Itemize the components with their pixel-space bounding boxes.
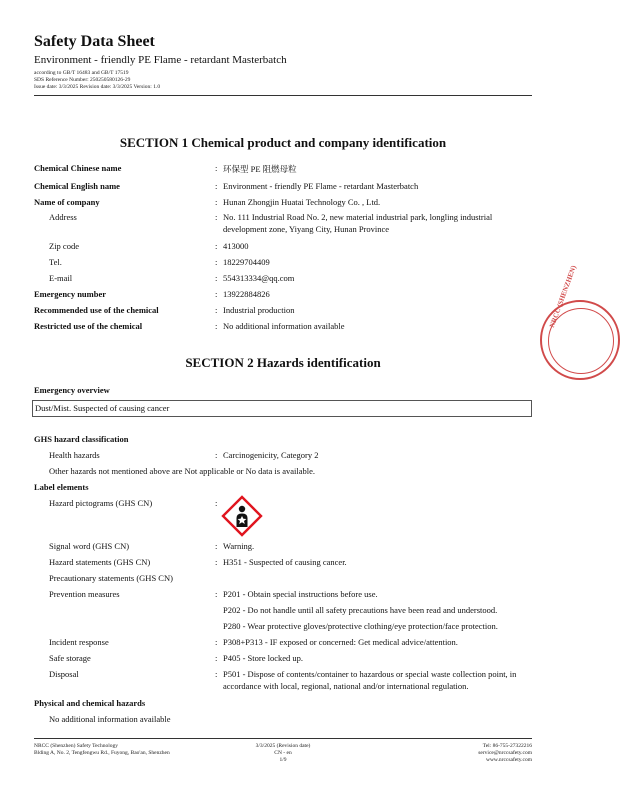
other-hazards-note: Other hazards not mentioned above are Not applicable or No data is available. bbox=[49, 466, 315, 476]
value-english-name: Environment - friendly PE Flame - retardant Masterbatch bbox=[223, 181, 419, 191]
value-company: Hunan Zhongjin Huatai Technology Co. , Ltd. bbox=[223, 197, 381, 207]
physchem-heading: Physical and chemical hazards bbox=[34, 698, 146, 708]
section1-title: SECTION 1 Chemical product and company identification bbox=[119, 135, 447, 150]
colon: : bbox=[215, 498, 218, 508]
colon: : bbox=[215, 637, 218, 647]
colon: : bbox=[215, 273, 218, 283]
colon: : bbox=[215, 557, 218, 567]
label-health-hazards: Health hazards bbox=[49, 450, 100, 460]
health-hazard-icon bbox=[222, 496, 262, 536]
value-prevention-p280: P280 - Wear protective gloves/protective clothing/eye protection/face protection. bbox=[223, 621, 498, 631]
document-title: Safety Data Sheet bbox=[34, 33, 155, 50]
footer-website[interactable]: www.nrccsafety.com bbox=[485, 757, 532, 763]
value-restricted-use: No additional information available bbox=[223, 321, 345, 331]
label-emergency-number: Emergency number bbox=[34, 289, 107, 299]
footer-revision-date: 3/3/2025 (Revision date) bbox=[255, 743, 311, 749]
colon: : bbox=[215, 289, 218, 299]
label-signal-word: Signal word (GHS CN) bbox=[49, 541, 130, 551]
footer-company: NRCC (Shenzhen) Safety Technology bbox=[34, 743, 118, 749]
seal-text: NRCC (SHENZHEN) bbox=[548, 264, 578, 329]
colon: : bbox=[215, 321, 218, 331]
colon: : bbox=[215, 669, 218, 679]
label-address: Address bbox=[49, 212, 77, 222]
label-pictograms: Hazard pictograms (GHS CN) bbox=[49, 498, 153, 508]
value-zip: 413000 bbox=[223, 241, 249, 251]
emergency-overview-box: Dust/Mist. Suspected of causing cancer bbox=[32, 400, 532, 417]
colon: : bbox=[215, 197, 218, 207]
label-disposal: Disposal bbox=[49, 669, 79, 679]
footer-address: Blding A, No. 2, Tengfengwu Rd., Fuyong, Bao'an, Shenzhen bbox=[34, 750, 170, 756]
meta-dates: Issue date: 3/3/2025 Revision date: 3/3/2025 Version: 1.0 bbox=[34, 84, 161, 90]
value-recommended-use: Industrial production bbox=[223, 305, 295, 315]
label-recommended-use: Recommended use of the chemical bbox=[34, 305, 159, 315]
value-chinese-name: 环保型 PE 阻燃母粒 bbox=[223, 164, 297, 174]
colon: : bbox=[215, 653, 218, 663]
value-tel: 18229704409 bbox=[223, 257, 270, 267]
value-prevention-p202: P202 - Do not handle until all safety precautions have been read and understood. bbox=[223, 605, 498, 615]
colon: : bbox=[215, 163, 218, 173]
document-subtitle: Environment - friendly PE Flame - retardant Masterbatch bbox=[34, 54, 287, 66]
meta-standard: according to GB/T 16483 and GB/T 17519 bbox=[34, 70, 129, 76]
label-hazard-statements: Hazard statements (GHS CN) bbox=[49, 557, 151, 567]
label-chinese-name: Chemical Chinese name bbox=[34, 163, 122, 173]
footer-tel: Tel: 86-755-27322216 bbox=[482, 743, 532, 749]
label-prevention: Prevention measures bbox=[49, 589, 120, 599]
label-tel: Tel. bbox=[49, 257, 62, 267]
value-email[interactable]: 554313334@qq.com bbox=[223, 273, 295, 283]
label-elements-heading: Label elements bbox=[34, 482, 89, 492]
value-physchem: No additional information available bbox=[49, 714, 171, 724]
value-health-hazards: Carcinogenicity, Category 2 bbox=[223, 450, 319, 460]
colon: : bbox=[215, 181, 218, 191]
colon: : bbox=[215, 212, 218, 222]
label-email: E-mail bbox=[49, 273, 73, 283]
colon: : bbox=[215, 257, 218, 267]
company-seal-stamp bbox=[540, 264, 620, 380]
colon: : bbox=[215, 305, 218, 315]
colon: : bbox=[215, 589, 218, 599]
value-signal-word: Warning. bbox=[223, 541, 255, 551]
label-safe-storage: Safe storage bbox=[49, 653, 91, 663]
footer-divider bbox=[34, 738, 532, 739]
label-english-name: Chemical English name bbox=[34, 181, 120, 191]
label-restricted-use: Restricted use of the chemical bbox=[34, 321, 143, 331]
ghs-heading: GHS hazard classification bbox=[34, 434, 129, 444]
section2-title: SECTION 2 Hazards identification bbox=[185, 355, 381, 370]
value-incident-response: P308+P313 - IF exposed or concerned: Get medical advice/attention. bbox=[223, 637, 458, 647]
colon: : bbox=[215, 541, 218, 551]
footer-language: CN - en bbox=[274, 750, 292, 756]
meta-reference: SDS Reference Number: 250250580126-29 bbox=[34, 77, 131, 83]
value-emergency-number: 13922884826 bbox=[223, 289, 270, 299]
value-prevention-p201: P201 - Obtain special instructions before use. bbox=[223, 589, 378, 599]
header-divider bbox=[34, 95, 532, 96]
value-safe-storage: P405 - Store locked up. bbox=[223, 653, 304, 663]
value-address: No. 111 Industrial Road No. 2, new material industrial park, longling industrial development zone, Yiyang City, Hunan Province bbox=[223, 212, 493, 234]
label-zip: Zip code bbox=[49, 241, 79, 251]
value-disposal: P501 - Dispose of contents/container to hazardous or special waste collection point, in accordance with local, regional, national and/or international regulation. bbox=[223, 669, 517, 691]
colon: : bbox=[215, 241, 218, 251]
value-hazard-statements: H351 - Suspected of causing cancer. bbox=[223, 557, 347, 567]
label-precautionary: Precautionary statements (GHS CN) bbox=[49, 573, 173, 583]
label-incident-response: Incident response bbox=[49, 637, 109, 647]
label-company: Name of company bbox=[34, 197, 100, 207]
emergency-overview-heading: Emergency overview bbox=[34, 385, 110, 395]
footer-page-number: 1/9 bbox=[279, 757, 287, 763]
colon: : bbox=[215, 450, 218, 460]
footer-email[interactable]: service@nrccsafety.com bbox=[478, 750, 532, 756]
